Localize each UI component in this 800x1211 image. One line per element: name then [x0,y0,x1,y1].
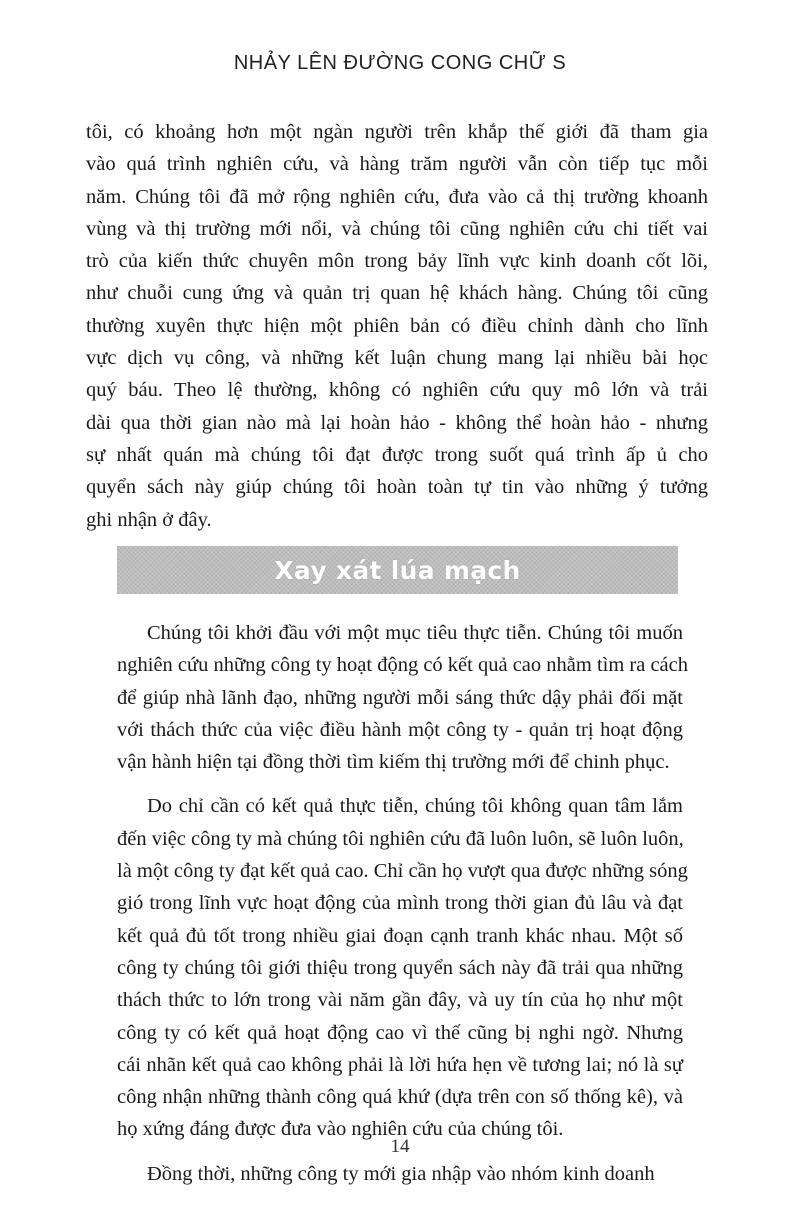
section-title: Xay xát lúa mạch [274,555,521,585]
text-line: công nhận những thành công quá khứ (dựa trên con số thống kê), và [117,1086,683,1109]
text-line: vận hành hiện tại đồng thời tìm kiếm thị trường mới để chinh phục. [117,751,670,774]
text-line: để giúp nhà lãnh đạo, những người mỗi sáng thức dậy phải đối mặt [117,686,683,709]
section-heading-band [117,546,678,594]
text-line: năm. Chúng tôi đã mở rộng nghiên cứu, đưa vào cả thị trường khoanh [86,185,708,208]
text-line: quyển sách này giúp chúng tôi hoàn toàn tự tin vào những ý tưởng [86,476,708,499]
running-header: NHẢY LÊN ĐƯỜNG CONG CHỮ S [233,52,567,74]
text-line: nghiên cứu những công ty hoạt động có kết quả cao nhằm tìm ra cách [117,654,688,677]
text-line: quý báu. Theo lệ thường, không có nghiên cứu quy mô lớn và trải [86,379,708,402]
text-line: dài qua thời gian nào mà lại hoàn hảo - không thể hoàn hảo - nhưng [86,411,708,434]
text-line: gió trong lĩnh vực hoạt động của mình trong thời gian đủ lâu và đạt [117,892,683,915]
text-line: thách thức to lớn trong vài năm gần đây, và uy tín của họ như một [117,989,683,1012]
text-line: Chúng tôi khởi đầu với một mục tiêu thực tiễn. Chúng tôi muốn [147,622,683,644]
text-line: vực dịch vụ công, và những kết luận chung mang lại nhiều bài học [86,347,708,370]
intro-paragraph [86,116,708,536]
text-line: công ty chúng tôi giới thiệu trong quyển sách này đã trải qua những [117,956,683,979]
text-line: trò của kiến thức chuyên môn trong bảy lĩnh vực kinh doanh cốt lõi, [86,250,708,273]
text-line: cái nhãn kết quả cao không phải là lời hứa hẹn về tương lai; nó là sự [117,1053,683,1076]
text-line: kết quả đủ tốt trong nhiều giai đoạn cạnh tranh khác nhau. Một số [117,924,683,947]
text-line: họ xứng đáng được đưa vào nghiên cứu của chúng tôi. [117,1118,564,1141]
text-line: thường xuyên thực hiện một phiên bản có điều chỉnh dành cho lĩnh [86,314,708,337]
text-line: công ty có kết quả hoạt động cao vì thế cũng bị nghi ngờ. Nhưng [117,1021,683,1044]
text-line: với thách thức của việc điều hành một công ty - quản trị hoạt động [117,718,683,741]
text-line: sự nhất quán mà chúng tôi đạt được trong suốt quá trình ấp ủ cho [86,443,708,466]
body-paragraph [117,1158,683,1190]
section-body [117,617,688,1202]
text-line: như chuỗi cung ứng và quản trị quan hệ khách hàng. Chúng tôi cũng [86,282,708,305]
text-line: là một công ty đạt kết quả cao. Chỉ cần họ vượt qua được những sóng [117,860,688,883]
text-line: vùng và thị trường mới nổi, và chúng tôi cũng nghiên cứu chi tiết vai [86,217,708,240]
text-line: Do chỉ cần có kết quả thực tiễn, chúng tôi không quan tâm lắm [147,795,683,818]
body-paragraph [117,617,688,778]
body-paragraph [117,790,688,1145]
text-line: Đồng thời, những công ty mới gia nhập vào nhóm kinh doanh [147,1162,655,1185]
text-line: vào quá trình nghiên cứu, và hàng trăm người vẫn còn tiếp tục mỗi [86,153,708,176]
text-line: đến việc công ty mà chúng tôi nghiên cứu đã luôn luôn, sẽ luôn luôn, [117,827,684,850]
text-line: tôi, có khoảng hơn một ngàn người trên khắp thế giới đã tham gia [86,121,708,143]
text-line: ghi nhận ở đây. [86,508,212,531]
page-number: 14 [390,1136,410,1157]
